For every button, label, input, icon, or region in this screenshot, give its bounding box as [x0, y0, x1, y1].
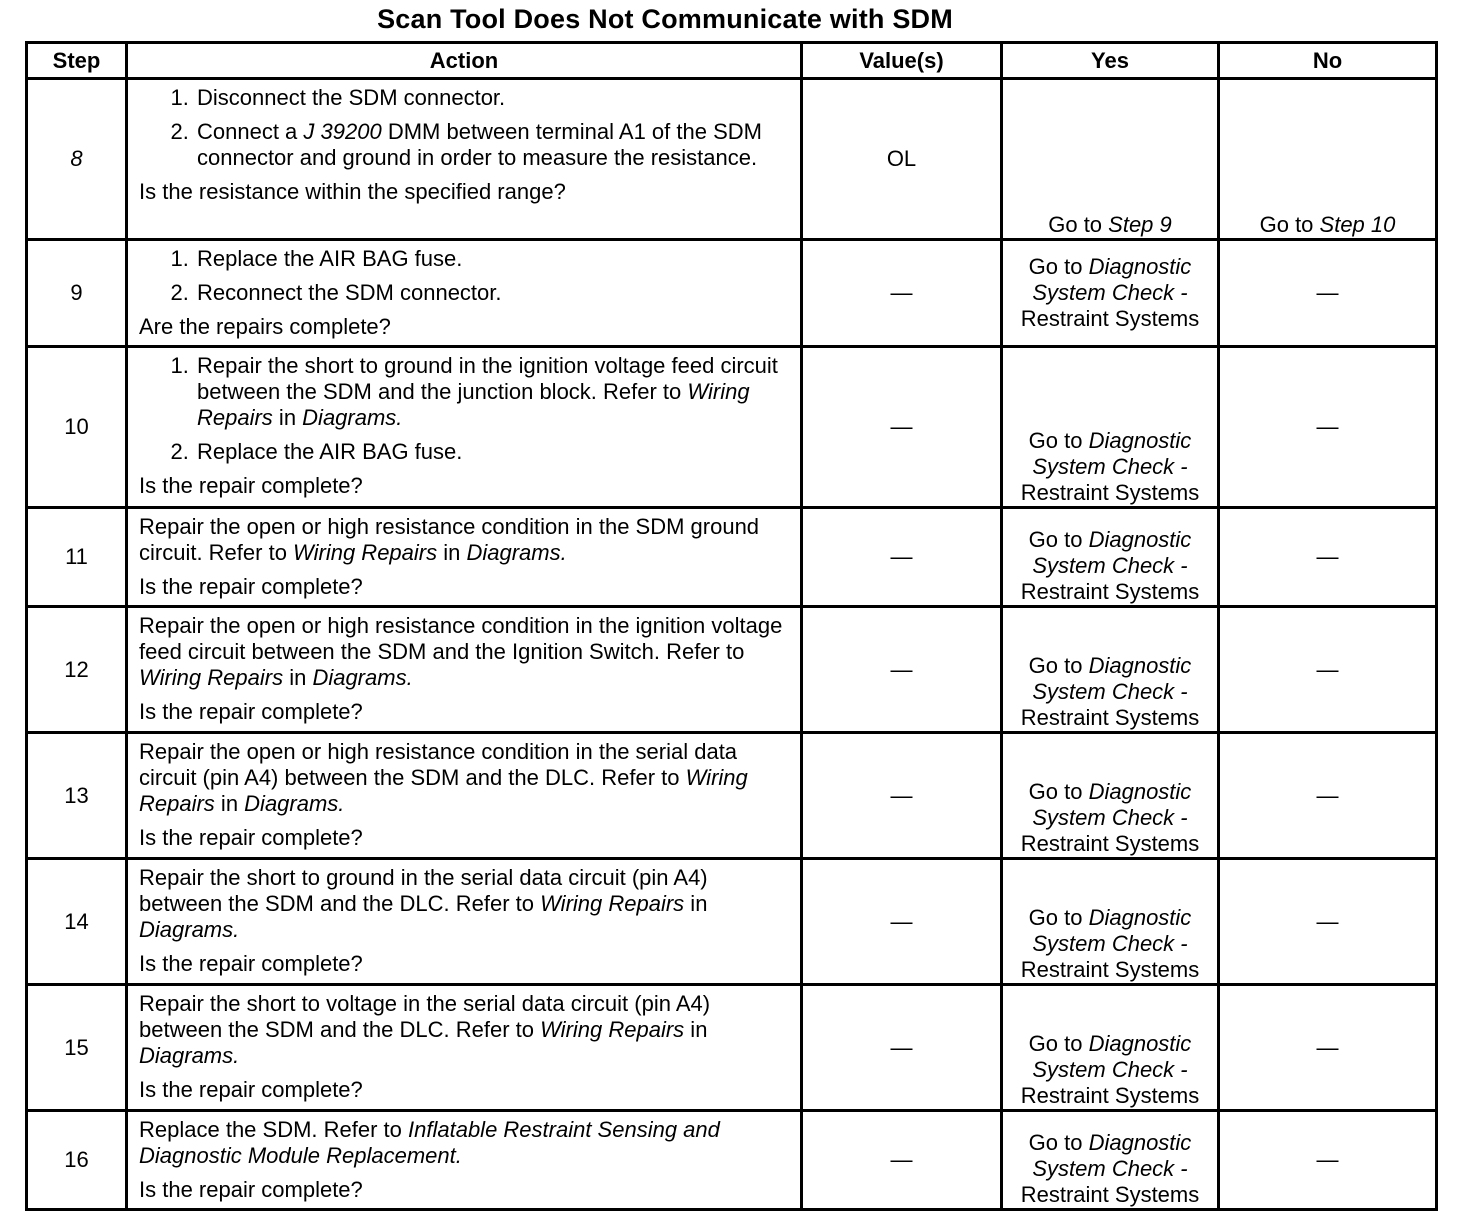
action-cell — [127, 79, 802, 240]
yes-cell: Go to Diagnostic System Check - Restraint Systems — [1002, 859, 1219, 985]
value-cell: — — [802, 508, 1002, 607]
step-number: 8 — [27, 79, 127, 240]
yes-cell: Go to Diagnostic System Check - Restraint Systems — [1002, 347, 1219, 508]
action-question: Is the repair complete? — [139, 473, 363, 498]
action-cell — [127, 240, 802, 347]
action-step-item: 2. Connect a J 39200 DMM between terminal A1 of the SDM connector and ground in order to measure the resistance. — [195, 119, 790, 171]
step-number: 9 — [27, 240, 127, 347]
italic-reference: Diagrams. — [466, 540, 567, 565]
step-number: 15 — [27, 985, 127, 1111]
no-cell: — — [1219, 985, 1437, 1111]
italic-reference: J 39200 — [303, 119, 382, 144]
italic-reference: Diagnostic System Check - — [1032, 779, 1192, 830]
action-text: Repair the short to voltage in the serial data circuit (pin A4) between the SDM and the DLC. Refer to Wiring Repairs in Diagrams. — [139, 991, 711, 1068]
action-step-item: 2. Reconnect the SDM connector. — [195, 280, 790, 306]
action-step-item: 1. Repair the short to ground in the ignition voltage feed circuit between the SDM and the junction block. Refer to Wiring Repairs in Diagrams. — [195, 353, 790, 431]
action-steps — [139, 353, 790, 465]
italic-reference: Wiring Repairs — [293, 540, 438, 565]
italic-reference: Diagnostic System Check - — [1032, 653, 1192, 704]
header-values: Value(s) — [802, 43, 1002, 79]
action-text: Replace the SDM. Refer to Inflatable Restraint Sensing and Diagnostic Module Replacement. — [139, 1117, 720, 1168]
table-row — [27, 347, 1437, 508]
action-cell — [127, 607, 802, 733]
italic-reference: Diagrams. — [244, 791, 345, 816]
no-cell: — — [1219, 607, 1437, 733]
action-steps — [139, 246, 790, 306]
action-text: Repair the open or high resistance condition in the SDM ground circuit. Refer to Wiring Repairs in Diagrams. — [139, 514, 760, 565]
yes-cell: Go to Diagnostic System Check - Restraint Systems — [1002, 1111, 1219, 1210]
action-cell — [127, 347, 802, 508]
yes-cell: Go to Diagnostic System Check - Restraint Systems — [1002, 985, 1219, 1111]
action-cell — [127, 1111, 802, 1210]
action-question: Is the repair complete? — [139, 574, 363, 599]
yes-cell: Go to Diagnostic System Check - Restraint Systems — [1002, 240, 1219, 347]
action-step-item: 1. Replace the AIR BAG fuse. — [195, 246, 790, 272]
action-step-item: 1. Disconnect the SDM connector. — [195, 85, 790, 111]
italic-reference: Diagnostic System Check - — [1032, 1031, 1192, 1082]
no-cell: — — [1219, 859, 1437, 985]
table-row — [27, 985, 1437, 1111]
action-step-item: 2. Replace the AIR BAG fuse. — [195, 439, 790, 465]
diagnostic-table — [25, 41, 1438, 1211]
header-yes: Yes — [1002, 43, 1219, 79]
table-body — [27, 79, 1437, 1210]
action-question: Are the repairs complete? — [139, 314, 391, 339]
action-question: Is the resistance within the specified range? — [139, 179, 566, 204]
italic-reference: Step 9 — [1108, 212, 1172, 237]
italic-reference: Inflatable Restraint Sensing and Diagnostic Module Replacement. — [139, 1117, 720, 1168]
table-row — [27, 240, 1437, 347]
italic-reference: Diagnostic System Check - — [1032, 254, 1192, 305]
italic-reference: Wiring Repairs — [540, 891, 685, 916]
value-cell: — — [802, 240, 1002, 347]
value-cell: — — [802, 985, 1002, 1111]
action-cell — [127, 733, 802, 859]
value-cell: — — [802, 733, 1002, 859]
italic-reference: Diagrams. — [139, 1043, 240, 1068]
value-cell: — — [802, 347, 1002, 508]
no-cell: — — [1219, 240, 1437, 347]
value-cell: OL — [802, 79, 1002, 240]
italic-reference: Diagnostic System Check - — [1032, 1130, 1192, 1181]
italic-reference: Diagnostic System Check - — [1032, 527, 1192, 578]
value-cell: — — [802, 1111, 1002, 1210]
yes-cell: Go to Diagnostic System Check - Restraint Systems — [1002, 733, 1219, 859]
table-row — [27, 607, 1437, 733]
no-cell: — — [1219, 733, 1437, 859]
step-number: 12 — [27, 607, 127, 733]
action-text: Repair the open or high resistance condition in the ignition voltage feed circuit between the SDM and the Ignition Switch. Refer to Wiring Repairs in Diagrams. — [139, 613, 783, 690]
action-cell — [127, 859, 802, 985]
action-text: Repair the short to ground in the serial data circuit (pin A4) between the SDM and the DLC. Refer to Wiring Repairs in Diagrams. — [139, 865, 708, 942]
action-question: Is the repair complete? — [139, 699, 363, 724]
yes-cell: Go to Diagnostic System Check - Restraint Systems — [1002, 607, 1219, 733]
italic-reference: Step 10 — [1319, 212, 1396, 237]
header-action: Action — [127, 43, 802, 79]
italic-reference: Diagnostic System Check - — [1032, 428, 1192, 479]
yes-cell: Go to Step 9 — [1002, 79, 1219, 240]
italic-reference: Diagrams. — [312, 665, 413, 690]
page-title: Scan Tool Does Not Communicate with SDM — [377, 4, 953, 34]
yes-cell: Go to Diagnostic System Check - Restraint Systems — [1002, 508, 1219, 607]
step-number: 10 — [27, 347, 127, 508]
value-cell: — — [802, 607, 1002, 733]
no-cell: — — [1219, 1111, 1437, 1210]
action-question: Is the repair complete? — [139, 1177, 363, 1202]
italic-reference: Wiring Repairs — [139, 765, 748, 816]
step-number: 11 — [27, 508, 127, 607]
step-number: 16 — [27, 1111, 127, 1210]
step-number: 13 — [27, 733, 127, 859]
action-text: Repair the open or high resistance condition in the serial data circuit (pin A4) between the SDM and the DLC. Refer to Wiring Repairs in Diagrams. — [139, 739, 748, 816]
italic-reference: Diagnostic System Check - — [1032, 905, 1192, 956]
table-row — [27, 733, 1437, 859]
italic-reference: Wiring Repairs — [139, 665, 284, 690]
table-row — [27, 508, 1437, 607]
no-cell: — — [1219, 347, 1437, 508]
action-question: Is the repair complete? — [139, 951, 363, 976]
italic-reference: Wiring Repairs — [540, 1017, 685, 1042]
no-cell: — — [1219, 508, 1437, 607]
action-question: Is the repair complete? — [139, 1077, 363, 1102]
header-step: Step — [27, 43, 127, 79]
italic-reference: Diagrams. — [302, 405, 403, 430]
step-number: 14 — [27, 859, 127, 985]
no-cell: Go to Step 10 — [1219, 79, 1437, 240]
italic-reference: Wiring Repairs — [197, 379, 750, 430]
action-steps — [139, 85, 790, 171]
table-row — [27, 1111, 1437, 1210]
table-row — [27, 859, 1437, 985]
action-question: Is the repair complete? — [139, 825, 363, 850]
italic-reference: Diagrams. — [139, 917, 240, 942]
header-no: No — [1219, 43, 1437, 79]
table-header-row — [27, 43, 1437, 79]
table-row — [27, 79, 1437, 240]
value-cell: — — [802, 859, 1002, 985]
action-cell — [127, 508, 802, 607]
action-cell — [127, 985, 802, 1111]
